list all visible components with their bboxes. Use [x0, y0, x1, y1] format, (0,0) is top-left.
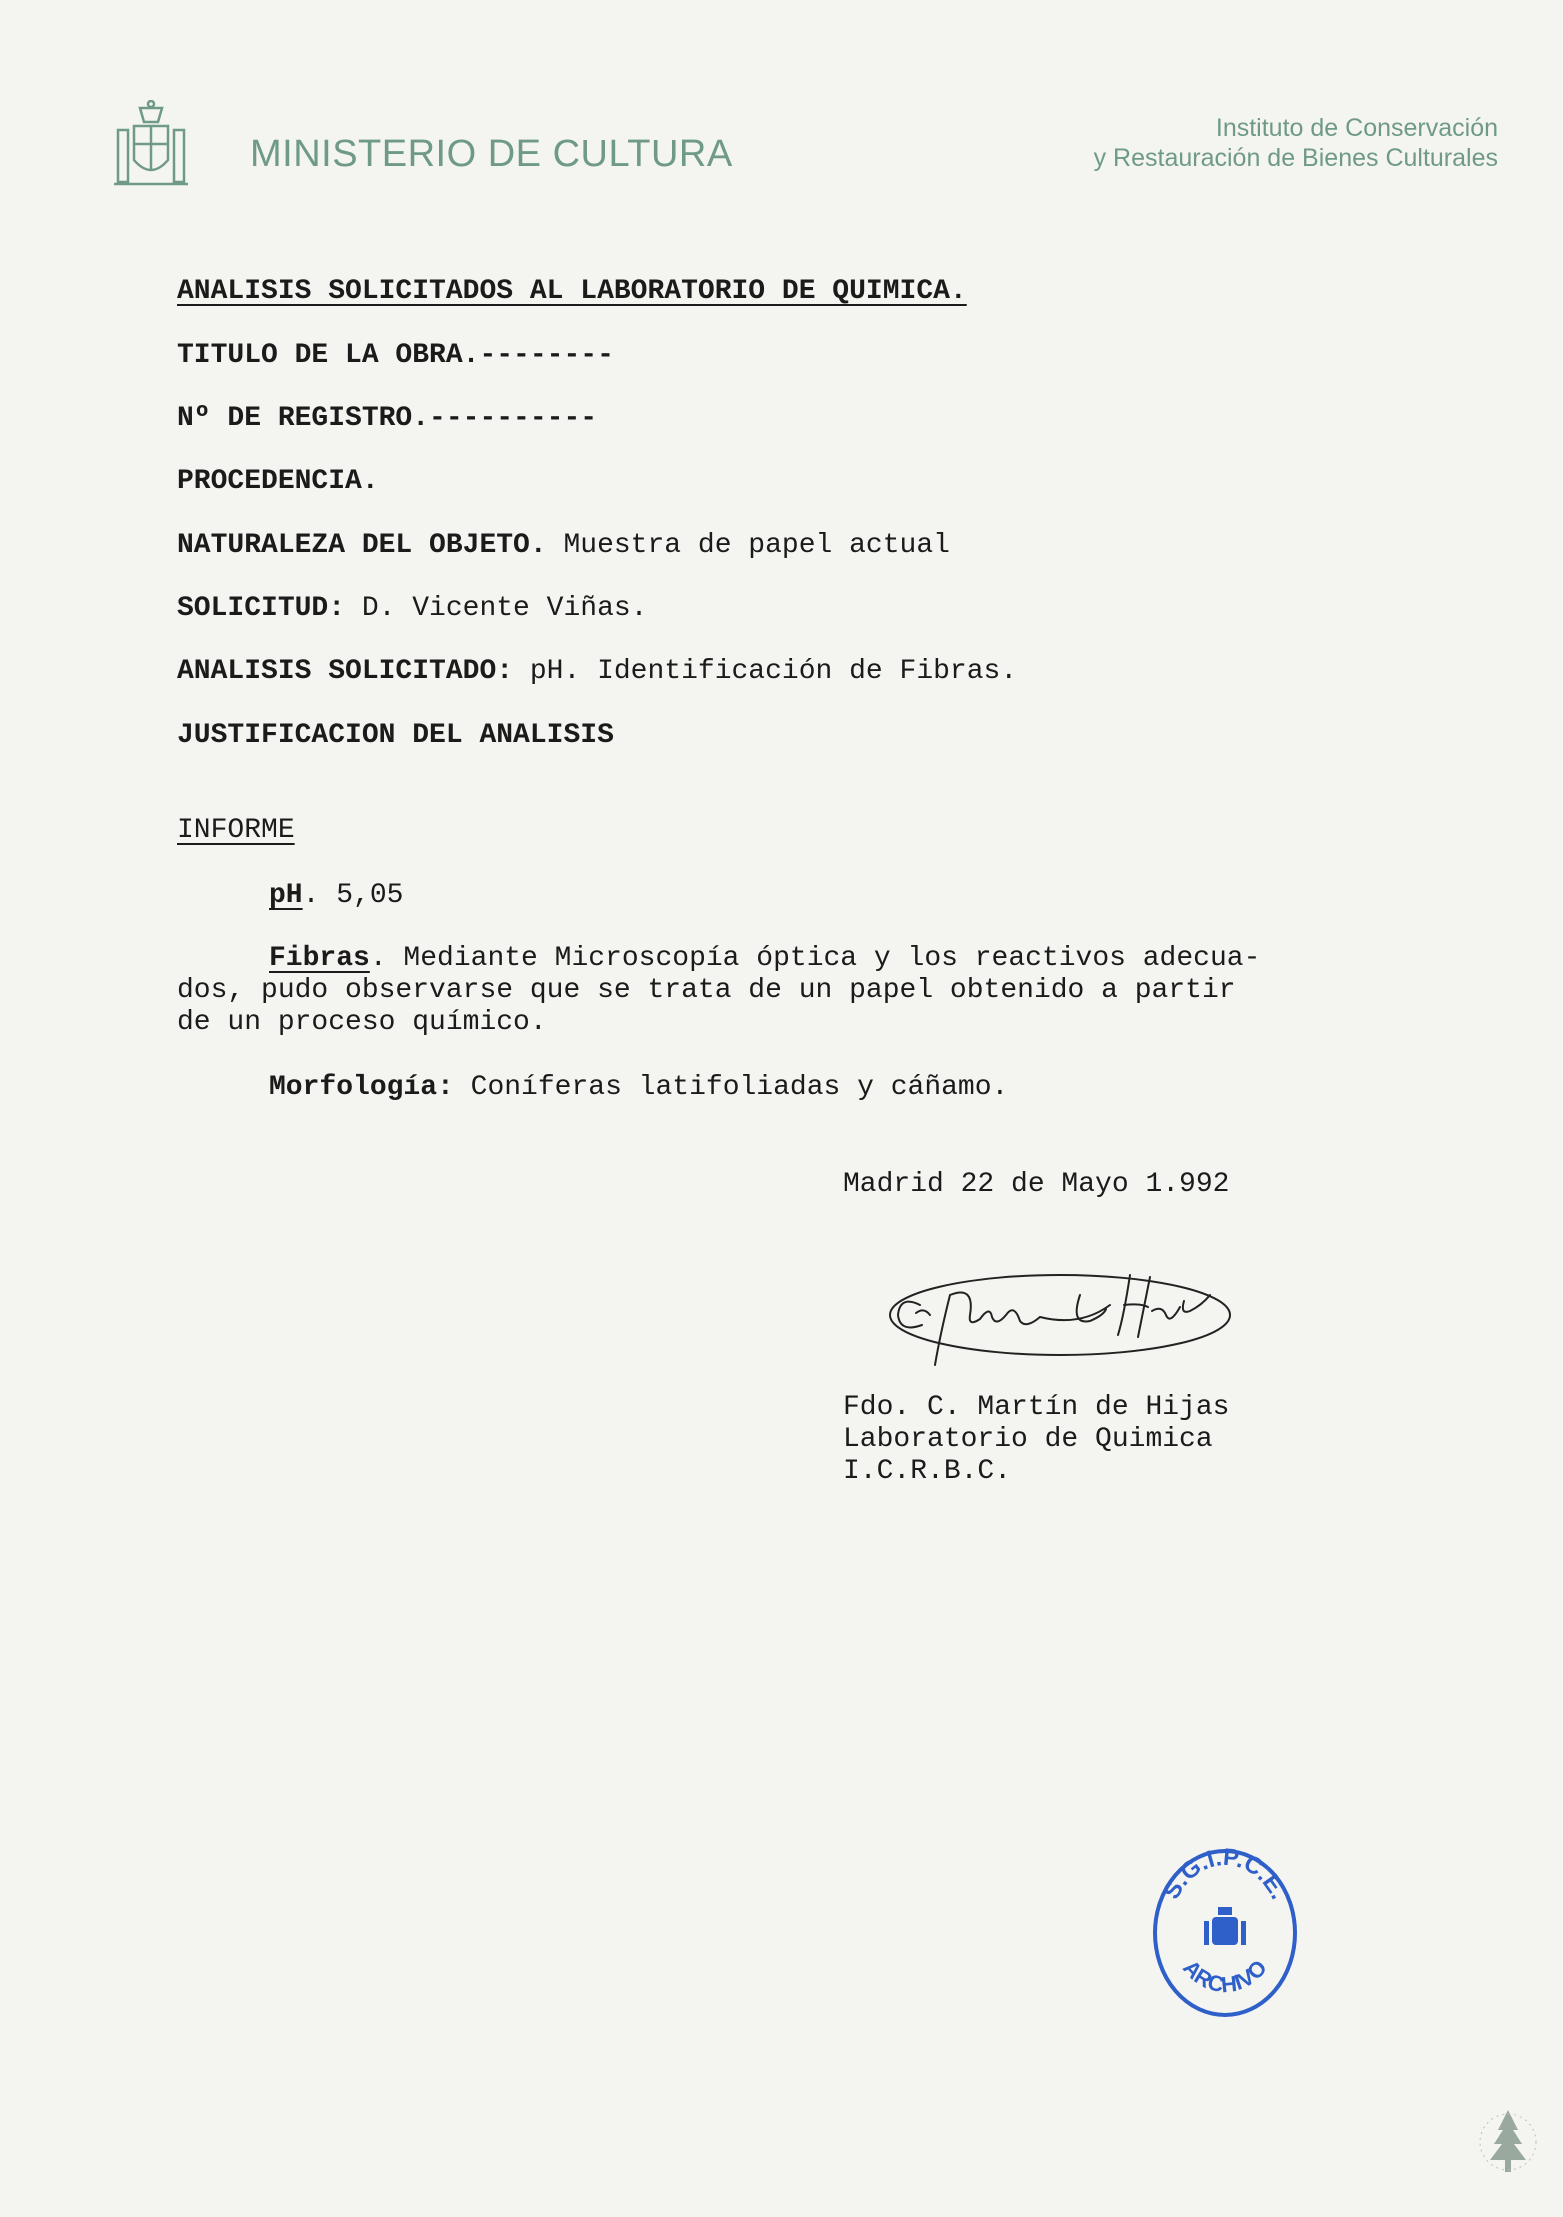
fibras-line-1: . Mediante Microscopía óptica y los reactivos adecua-: [369, 943, 1261, 974]
morfologia-label: Morfología:: [269, 1072, 454, 1103]
stamp-crest-icon: [1204, 1907, 1246, 1945]
signatory-block: [843, 1392, 1229, 1488]
field-solicitud: [177, 593, 647, 624]
signatory-department: Laboratorio de Quimica: [843, 1424, 1213, 1455]
signed-by: Fdo. C. Martín de Hijas: [843, 1392, 1230, 1423]
field-titulo: TITULO DE LA OBRA.--------: [177, 340, 614, 371]
solicitud-value: D. Vicente Viñas.: [345, 593, 648, 624]
naturaleza-value: Muestra de papel actual: [546, 530, 950, 561]
field-analisis: [177, 656, 1017, 687]
archive-stamp: [1150, 1845, 1300, 2020]
recycled-paper-tree-icon: [1478, 2100, 1538, 2180]
field-registro: Nº DE REGISTRO.----------: [177, 403, 598, 434]
solicitud-label: SOLICITUD:: [177, 593, 346, 624]
document-date: Madrid 22 de Mayo 1.992: [843, 1169, 1230, 1200]
analisis-label: ANALISIS SOLICITADO:: [177, 656, 514, 687]
analisis-value: pH. Identificación de Fibras.: [513, 656, 1018, 687]
stamp-top-text: S.G.I.P.C.E.: [1157, 1845, 1293, 1904]
morfologia-value: Coníferas latifoliadas y cáñamo.: [453, 1072, 1009, 1103]
informe-title: INFORME: [177, 815, 295, 846]
ph-value: . 5,05: [302, 880, 404, 911]
institute-line-1: Instituto de Conservación: [1215, 114, 1498, 142]
fibras-line-2: dos, pudo observarse que se trata de un papel obtenido a partir: [177, 975, 1236, 1006]
stamp-bottom-text: ARCHIVO: [1178, 1955, 1272, 1998]
svg-text:ARCHIVO: [1178, 1955, 1272, 1997]
institute-line-2: y Restauración de Bienes Culturales: [1093, 144, 1498, 172]
field-procedencia: PROCEDENCIA.: [177, 466, 379, 497]
svg-text:S.G.I.P.C.E.: [1158, 1845, 1293, 1904]
informe-morfologia: [177, 1072, 1008, 1103]
field-justificacion: JUSTIFICACION DEL ANALISIS: [177, 720, 614, 751]
document-heading: ANALISIS SOLICITADOS AL LABORATORIO DE QUIMICA.: [177, 276, 967, 307]
institute-name: [1094, 113, 1498, 173]
ph-label: pH: [269, 880, 303, 911]
fibras-label: Fibras: [269, 943, 370, 974]
coat-of-arms-icon: [110, 100, 192, 190]
signatory-institution: I.C.R.B.C.: [843, 1456, 1012, 1487]
informe-fibras: [177, 943, 1377, 1039]
fibras-line-3: de un proceso químico.: [177, 1007, 547, 1038]
naturaleza-label: NATURALEZA DEL OBJETO.: [177, 530, 547, 561]
informe-ph: [177, 880, 403, 911]
ministry-title: MINISTERIO DE CULTURA: [250, 133, 733, 175]
field-naturaleza: [177, 530, 950, 561]
handwritten-signature: [880, 1255, 1240, 1375]
